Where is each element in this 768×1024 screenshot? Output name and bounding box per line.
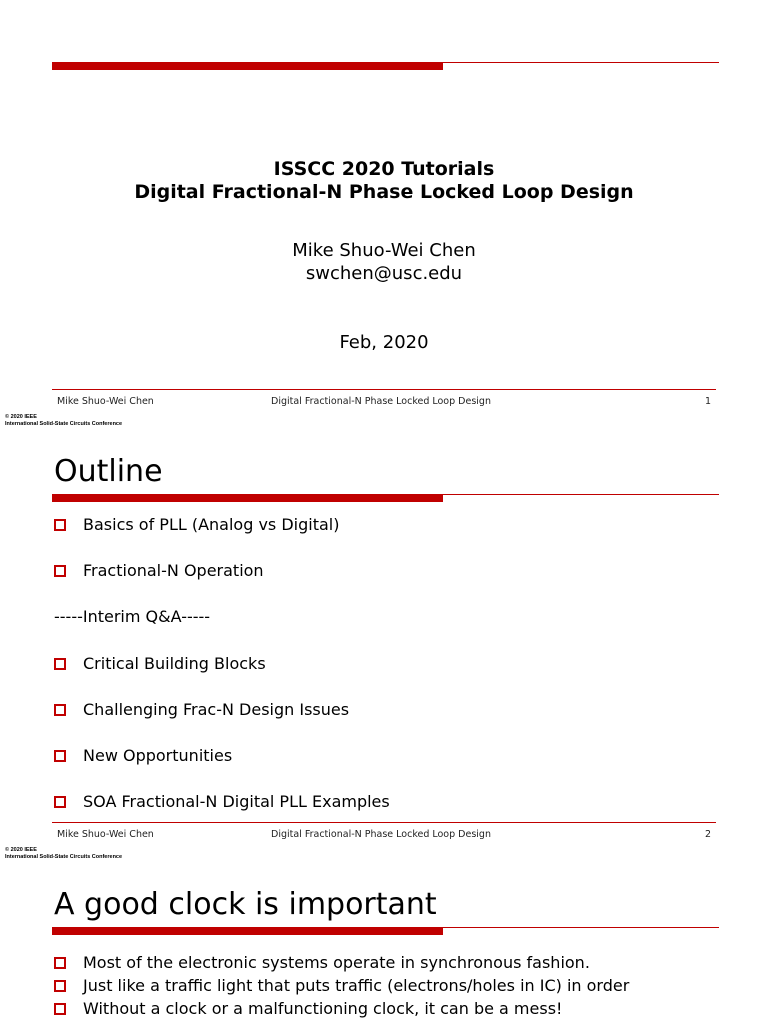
- footer-author: Mike Shuo-Wei Chen: [57, 829, 154, 840]
- list-item: SOA Fractional-N Digital PLL Examples: [54, 792, 390, 812]
- title-line-1: ISSCC 2020 Tutorials: [273, 158, 495, 180]
- list-item: Fractional-N Operation: [54, 561, 264, 581]
- copyright-notice: © 2020 IEEE International Solid-State Circuits Conference: [5, 414, 123, 427]
- title-accent-bar: [52, 494, 443, 502]
- footer-talk-title: Digital Fractional-N Phase Locked Loop Design: [271, 396, 491, 407]
- slide-title-clock: A good clock is important: [54, 887, 437, 922]
- footer-author: Mike Shuo-Wei Chen: [57, 396, 154, 407]
- slide-title-outline: Outline: [54, 454, 163, 489]
- title-accent-line: [443, 62, 719, 63]
- title-accent-line: [443, 494, 719, 495]
- footer-divider: [52, 822, 716, 823]
- author-name: Mike Shuo-Wei Chen: [292, 240, 476, 261]
- author-email[interactable]: swchen@usc.edu: [305, 263, 463, 284]
- square-bullet-icon: [54, 704, 66, 716]
- list-item: Most of the electronic systems operate in synchronous fashion.: [54, 953, 590, 973]
- copyright-notice: © 2020 IEEE International Solid-State Circuits Conference: [5, 847, 123, 860]
- list-item: Challenging Frac-N Design Issues: [54, 700, 349, 720]
- footer-divider: [52, 389, 716, 390]
- list-item: New Opportunities: [54, 746, 232, 766]
- square-bullet-icon: [54, 658, 66, 670]
- square-bullet-icon: [54, 796, 66, 808]
- interim-qa-marker: -----Interim Q&A-----: [54, 607, 211, 626]
- square-bullet-icon: [54, 980, 66, 992]
- page-title: [0, 158, 768, 204]
- square-bullet-icon: [54, 519, 66, 531]
- list-item: Just like a traffic light that puts traffic (electrons/holes in IC) in order: [54, 976, 629, 996]
- footer-page-number: 2: [705, 829, 712, 840]
- square-bullet-icon: [54, 565, 66, 577]
- footer-talk-title: Digital Fractional-N Phase Locked Loop Design: [271, 829, 491, 840]
- title-line-2: Digital Fractional-N Phase Locked Loop Design: [134, 181, 634, 203]
- square-bullet-icon: [54, 957, 66, 969]
- list-item: Critical Building Blocks: [54, 654, 266, 674]
- presentation-date: Feb, 2020: [339, 332, 429, 353]
- square-bullet-icon: [54, 1003, 66, 1015]
- list-item: Basics of PLL (Analog vs Digital): [54, 515, 339, 535]
- title-accent-line: [443, 927, 719, 928]
- footer-page-number: 1: [705, 396, 712, 407]
- title-accent-bar: [52, 62, 443, 70]
- square-bullet-icon: [54, 750, 66, 762]
- list-item: Without a clock or a malfunctioning clock, it can be a mess!: [54, 999, 562, 1019]
- title-accent-bar: [52, 927, 443, 935]
